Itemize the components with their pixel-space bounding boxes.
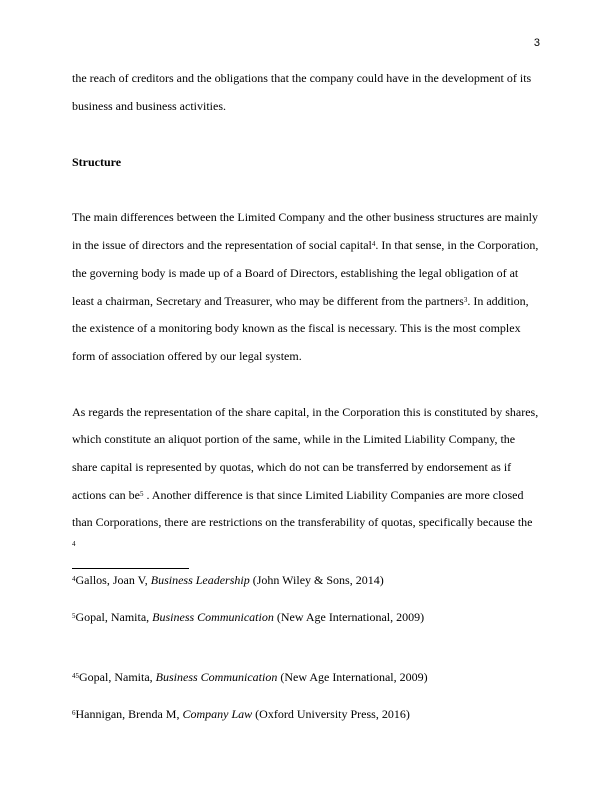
footnote-number: 4	[72, 575, 76, 583]
footnote-publisher: (New Age International, 2009)	[273, 610, 425, 624]
footnote-title: Business Communication	[152, 610, 274, 624]
footnote-author: Gallos, Joan V,	[75, 573, 151, 587]
body-text-line: the existence of a monitoring body known as the fiscal is necessary. This is the most complex	[72, 321, 521, 335]
body-text-line	[72, 238, 538, 252]
footnote-number: 5	[72, 612, 76, 620]
footnote-number: 6	[72, 709, 76, 717]
text-span: in the issue of directors and the representation of social capital	[72, 238, 372, 252]
footnote	[72, 670, 428, 684]
footnote-author: Hannigan, Brenda M,	[75, 707, 183, 721]
body-text-line	[72, 294, 529, 308]
body-text-line: the reach of creditors and the obligations that the company could have in the development of its	[72, 71, 532, 85]
section-heading: Structure	[72, 155, 122, 169]
body-text-line: form of association offered by our legal system.	[72, 349, 302, 363]
body-text-line	[72, 488, 523, 502]
footnote	[72, 573, 384, 587]
footnote-title: Business Communication	[155, 670, 278, 684]
footnote-number: 45	[72, 672, 79, 680]
footnote-title: Business Leadership	[150, 573, 250, 587]
footnote-author: Gopal, Namita,	[79, 670, 156, 684]
footnote-publisher: (John Wiley & Sons, 2014)	[249, 573, 384, 587]
body-text-line: which constitute an aliquot portion of the same, while in the Limited Liability Company, the	[72, 432, 516, 446]
footnote-reference: 3	[463, 296, 468, 304]
text-span: . In addition,	[467, 294, 529, 308]
footnote-publisher: (New Age International, 2009)	[277, 670, 428, 684]
footnote-marker: 4	[72, 540, 76, 548]
text-span: . Another difference is that since Limited Liability Companies are more closed	[143, 488, 524, 502]
body-text-line: the governing body is made up of a Board of Directors, establishing the legal obligation of at	[72, 266, 519, 280]
text-span: least a chairman, Secretary and Treasurer, who may be different from the partners	[72, 294, 464, 308]
text-span: . In that sense, in the Corporation,	[375, 238, 539, 252]
footnote-publisher: (Oxford University Press, 2016)	[252, 707, 410, 721]
footnote-reference: 5	[139, 490, 144, 498]
body-text-line: share capital is represented by quotas, which do not can be transferred by endorsement as if	[72, 460, 512, 474]
footnote	[72, 610, 424, 624]
footnote	[72, 707, 410, 721]
page-number: 3	[533, 37, 540, 49]
body-text-line: As regards the representation of the share capital, in the Corporation this is constituted by shares,	[72, 405, 539, 419]
body-text-line: than Corporations, there are restrictions on the transferability of quotas, specifically because the	[72, 515, 533, 529]
footnote-reference: 4	[371, 240, 376, 248]
body-text-line: The main differences between the Limited Company and the other business structures are mainly	[72, 210, 538, 224]
body-text-line: business and business activities.	[72, 99, 226, 113]
footnote-separator	[72, 568, 189, 569]
text-span: actions can be	[72, 488, 140, 502]
footnote-author: Gopal, Namita,	[75, 610, 153, 624]
footnote-title: Company Law	[182, 707, 253, 721]
